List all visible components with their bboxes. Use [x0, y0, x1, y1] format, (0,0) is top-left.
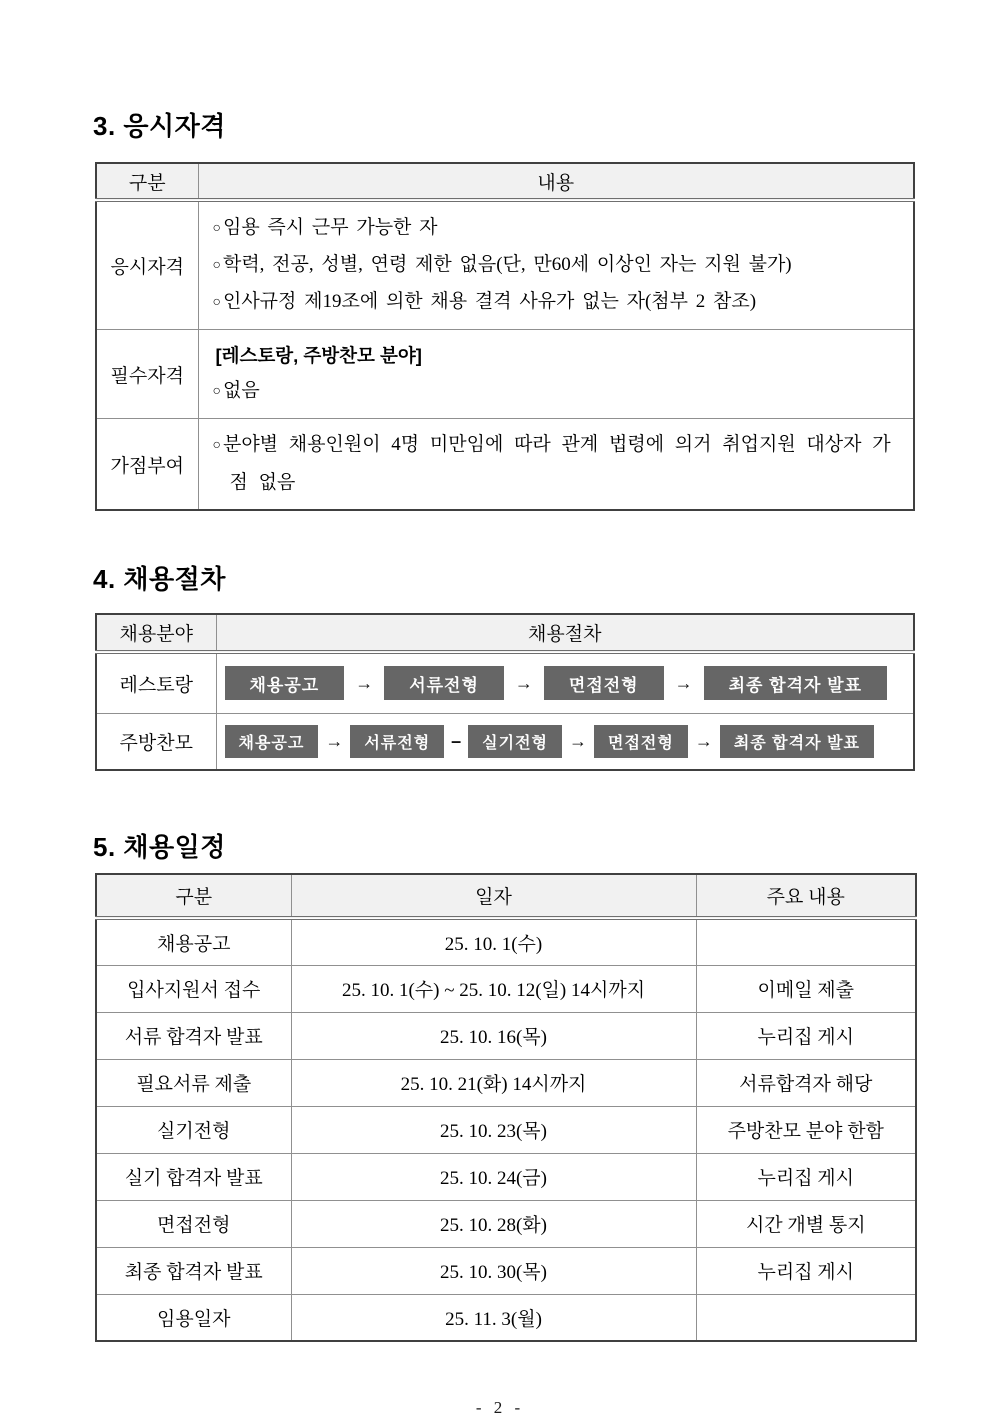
bullet-icon: ○ [212, 258, 221, 273]
bullet-icon: ○ [212, 295, 221, 310]
arrow-right-icon: → [569, 730, 587, 751]
table-row [96, 965, 916, 1012]
sched-date: 25. 10. 30(목) [291, 1247, 696, 1294]
section-4-title: 4. 채용절차 [93, 564, 226, 594]
step-badge: 최종 합격자 발표 [720, 725, 874, 758]
qual-row-content [198, 330, 914, 419]
sched-note: 이메일 제출 [696, 965, 916, 1012]
sched-category: 입사지원서 접수 [96, 965, 291, 1012]
sched-header-date: 일자 [291, 874, 696, 918]
top-margin [0, 0, 1000, 110]
sched-date: 25. 10. 23(목) [291, 1106, 696, 1153]
sched-date: 25. 10. 24(금) [291, 1153, 696, 1200]
table-row [96, 1059, 916, 1106]
bullet-line [213, 210, 904, 247]
bullet-line [213, 373, 904, 410]
table-row [96, 713, 914, 770]
bullet-text: 없음 [222, 380, 260, 401]
bullet-icon: ○ [212, 438, 221, 453]
arrow-right-icon: → [355, 672, 374, 693]
page-number: - 2 - [475, 1398, 525, 1413]
qualifications-table [95, 162, 915, 511]
table-row [96, 1012, 916, 1059]
table-row [96, 918, 916, 965]
sched-date: 25. 10. 21(화) 14시까지 [291, 1059, 696, 1106]
bullet-line [213, 284, 904, 321]
flow-header-process: 채용절차 [216, 614, 914, 652]
step-badge: 채용공고 [225, 666, 345, 700]
bullet-line [213, 427, 904, 501]
sched-category: 채용공고 [96, 918, 291, 965]
table-row [96, 652, 914, 713]
sched-date: 25. 11. 3(월) [291, 1294, 696, 1341]
step-badge: 실기전형 [468, 725, 562, 758]
bullet-line [213, 247, 904, 284]
sched-note [696, 1294, 916, 1341]
section-gap [95, 511, 915, 563]
bullet-text: 인사규정 제19조에 의한 채용 결격 사유가 없는 자(첨부 2 참조) [222, 291, 757, 312]
qual-header-content: 내용 [198, 163, 914, 200]
sched-category: 실기전형 [96, 1106, 291, 1153]
table-row [96, 419, 914, 511]
table-row [96, 1200, 916, 1247]
arrow-right-icon: → [514, 672, 533, 693]
bullet-text: 분야별 채용인원이 4명 미만임에 따라 관계 법령에 의거 취업지원 대상자 가점 없음 [222, 434, 891, 493]
step-badge: 면접전형 [544, 666, 664, 700]
sched-category: 필요서류 제출 [96, 1059, 291, 1106]
arrow-right-icon: → [674, 672, 693, 693]
process-table [95, 613, 915, 771]
sched-header-category: 구분 [96, 874, 291, 918]
section-3-title: 3. 응시자격 [93, 111, 226, 141]
dash-connector-icon: – [451, 730, 462, 751]
sched-category: 실기 합격자 발표 [96, 1153, 291, 1200]
qual-row-label: 가점부여 [96, 419, 198, 511]
sched-category: 최종 합격자 발표 [96, 1247, 291, 1294]
sched-date: 25. 10. 28(화) [291, 1200, 696, 1247]
flow-header-field: 채용분야 [96, 614, 216, 652]
qual-row-content [198, 200, 914, 330]
sched-note: 서류합격자 해당 [696, 1059, 916, 1106]
document-content [95, 110, 915, 1342]
bullet-text: 임용 즉시 근무 가능한 자 [222, 217, 438, 238]
sched-note: 시간 개별 통지 [696, 1200, 916, 1247]
flow-row-label: 주방찬모 [96, 713, 216, 770]
sched-date: 25. 10. 1(수) ~ 25. 10. 12(일) 14시까지 [291, 965, 696, 1012]
process-flow [225, 725, 910, 758]
sched-note: 누리집 게시 [696, 1012, 916, 1059]
process-flow [225, 666, 910, 700]
sched-note: 누리집 게시 [696, 1153, 916, 1200]
arrow-right-icon: → [325, 730, 344, 751]
table-header-row [96, 163, 914, 200]
flow-row-label: 레스토랑 [96, 652, 216, 713]
schedule-table [95, 873, 917, 1342]
table-row [96, 1294, 916, 1341]
arrow-right-icon: → [694, 730, 713, 751]
bullet-icon: ○ [212, 384, 221, 399]
step-badge: 면접전형 [594, 725, 688, 758]
table-row [96, 200, 914, 330]
step-badge: 서류전형 [350, 725, 444, 758]
table-header-row [96, 614, 914, 652]
bullet-icon: ○ [212, 221, 221, 236]
step-badge: 채용공고 [225, 725, 319, 758]
sched-note [696, 918, 916, 965]
table-row [96, 1153, 916, 1200]
sched-date: 25. 10. 16(목) [291, 1012, 696, 1059]
sched-category: 임용일자 [96, 1294, 291, 1341]
field-heading: [레스토랑, 주방찬모 분야] [215, 345, 422, 366]
qual-row-label: 응시자격 [96, 200, 198, 330]
step-badge: 최종 합격자 발표 [704, 666, 887, 700]
table-row [96, 1106, 916, 1153]
step-badge: 서류전형 [384, 666, 504, 700]
qual-row-content [198, 419, 914, 511]
qual-row-label: 필수자격 [96, 330, 198, 419]
sched-date: 25. 10. 1(수) [291, 918, 696, 965]
sched-category: 면접전형 [96, 1200, 291, 1247]
bullet-text: 학력, 전공, 성별, 연령 제한 없음(단, 만60세 이상인 자는 지원 불가) [222, 254, 792, 275]
section-5-title: 5. 채용일정 [93, 832, 226, 862]
section-gap [95, 771, 915, 831]
qual-header-category: 구분 [96, 163, 198, 200]
table-row [96, 1247, 916, 1294]
table-header-row [96, 874, 916, 918]
sched-header-note: 주요 내용 [696, 874, 916, 918]
sched-category: 서류 합격자 발표 [96, 1012, 291, 1059]
table-row [96, 330, 914, 419]
sched-note: 주방찬모 분야 한함 [696, 1106, 916, 1153]
sched-note: 누리집 게시 [696, 1247, 916, 1294]
flow-row-steps [216, 652, 914, 713]
flow-row-steps [216, 713, 914, 770]
